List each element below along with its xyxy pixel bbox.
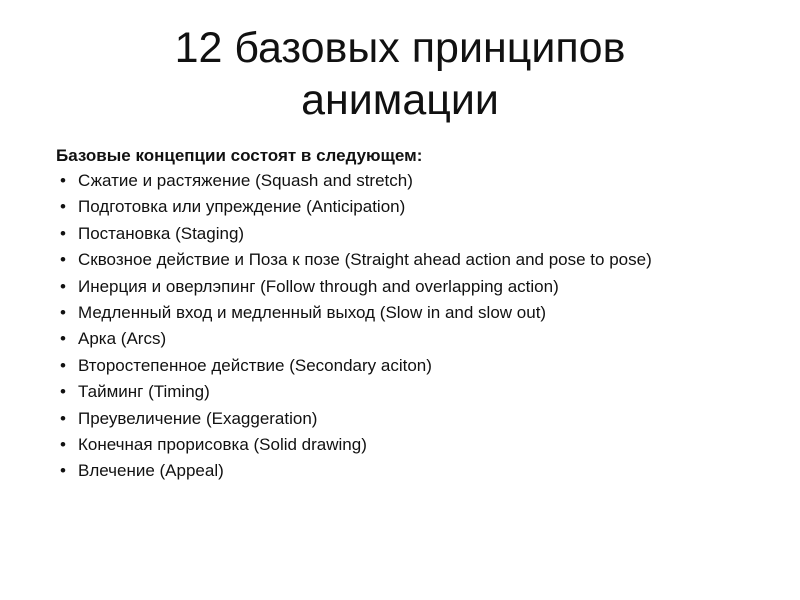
bullet-icon: • — [60, 171, 66, 190]
list-item — [56, 196, 756, 218]
list-item-text: Сжатие и растяжение (Squash and stretch) — [78, 171, 413, 190]
list-item-text: Сквозное действие и Поза к позе (Straight ahead action and pose to pose) — [78, 250, 652, 270]
bullet-icon: • — [60, 434, 66, 454]
list-item — [56, 302, 756, 324]
list-item-text: Арка (Arcs) — [78, 329, 167, 349]
list-item-text: Тайминг (Timing) — [78, 382, 210, 402]
list-item-text: Медленный вход и медленный выход (Slow in and slow out) — [78, 302, 547, 322]
bullet-icon: • — [60, 223, 66, 243]
list-item — [56, 408, 756, 430]
list-item — [56, 434, 756, 456]
list-item-text: Постановка (Staging) — [78, 223, 245, 243]
bullet-icon: • — [60, 197, 66, 217]
bullet-icon: • — [60, 408, 66, 428]
bullet-icon: • — [60, 461, 66, 481]
bullet-icon: • — [60, 302, 66, 322]
bullet-list — [56, 170, 756, 482]
list-item-text: Второстепенное действие (Secondary aciton) — [78, 355, 432, 375]
bullet-icon: • — [60, 329, 66, 349]
list-item-text: Конечная прорисовка (Solid drawing) — [78, 434, 367, 454]
list-item — [56, 249, 756, 271]
list-item — [56, 460, 756, 482]
bullet-icon: • — [60, 276, 66, 296]
list-item-text: Преувеличение (Exaggeration) — [78, 408, 318, 428]
list-item — [56, 381, 756, 403]
bullet-icon: • — [60, 355, 66, 375]
bullet-icon: • — [60, 382, 66, 402]
slide-content — [56, 145, 756, 487]
title-line-1: 12 базовых принципов — [174, 24, 626, 72]
list-item — [56, 223, 756, 245]
title-line-2: анимации — [301, 76, 499, 124]
list-item-text: Влечение (Appeal) — [78, 461, 224, 481]
bullet-icon: • — [60, 250, 66, 270]
list-item-text: Подготовка или упреждение (Anticipation) — [78, 197, 406, 217]
list-item — [56, 170, 756, 192]
list-item — [56, 355, 756, 377]
list-item — [56, 328, 756, 350]
list-item — [56, 276, 756, 298]
list-item-text: Инерция и оверлэпинг (Follow through and overlapping action) — [78, 276, 559, 296]
page-title — [40, 22, 760, 126]
intro-text: Базовые концепции состоят в следующем: — [56, 146, 423, 165]
